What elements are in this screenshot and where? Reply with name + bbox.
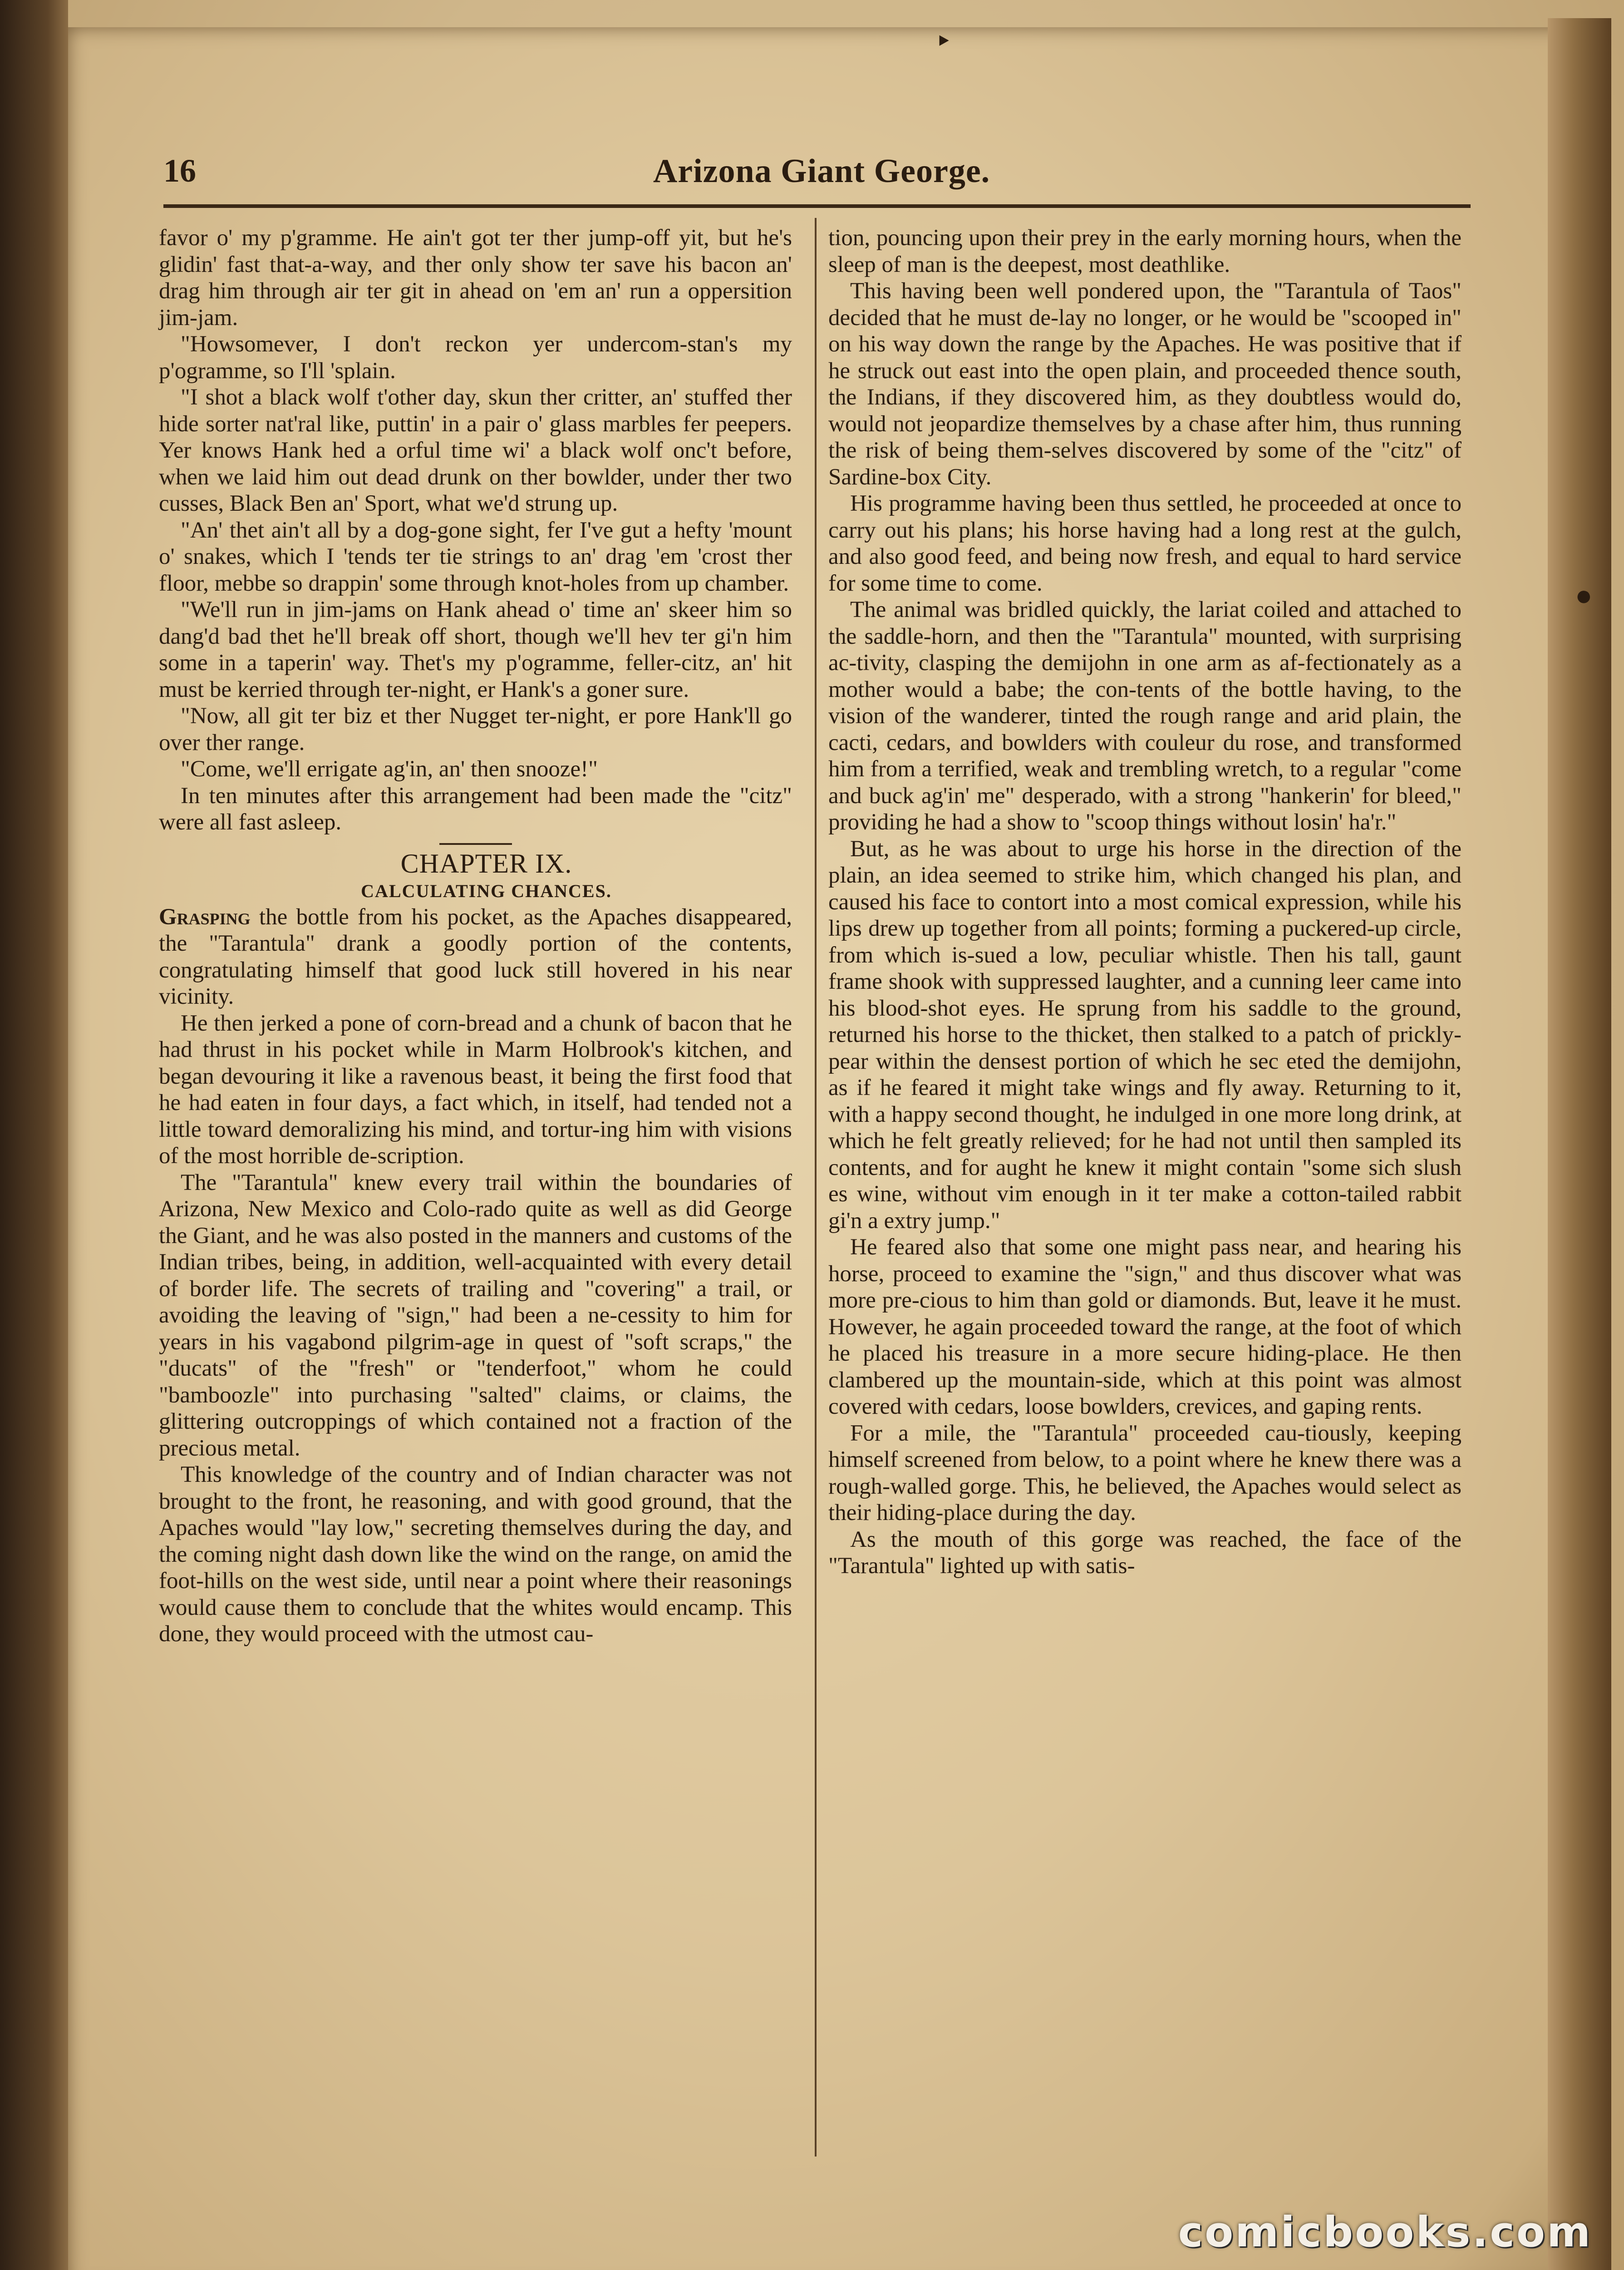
paragraph: For a mile, the "Tarantula" proceeded cau-tiously, keeping himself screened from below, to a point where he knew there was a rough-walled gorge. This, he believed, the Apaches would select as their hiding-place during the day. xyxy=(828,1420,1462,1525)
running-title: Arizona Giant George. xyxy=(653,153,990,190)
paragraph: "We'll run in jim-jams on Hank ahead o' time an' skeer him so dang'd bad thet he'll break off short, though we'll hev ter gi'n him some in a taperin' way. Thet's my p'ogramme, feller-citz, an' hit must be kerried through ter-night, er Hank's a goner sure. xyxy=(159,597,792,702)
binding-edge xyxy=(0,0,68,2270)
chapter-rule xyxy=(439,843,512,845)
paragraph: He then jerked a pone of corn-bread and a chunk of bacon that he had thrust in his pocket while in Marm Holbrook's kitchen, and began devouring it like a ravenous beast, it being the first food that he had eaten in four days, a fact which, in itself, had tended not a little toward demoralizing his mind, and tortur-ing him with visions of the most horrible de-scription. xyxy=(159,1010,792,1169)
right-column xyxy=(828,225,1462,1579)
paragraph: In ten minutes after this arrangement had been made the "citz" were all fast asleep. xyxy=(159,783,792,835)
paragraph: "Come, we'll errigate ag'in, an' then snooze!" xyxy=(181,756,598,782)
ink-speck: ‣ xyxy=(935,25,952,58)
chapter-opening-text: the bottle from his pocket, as the Apaches disappeared, the "Tarantula" drank a goodly portion of the contents, congratulating himself that good luck still hovered in his near vicinity. xyxy=(159,904,792,1009)
paragraph: The "Tarantula" knew every trail within the boundaries of Arizona, New Mexico and Colo-rado quite as well as did George the Giant, and he was also posted in the manners and customs of the Indian tribes, being, in addition, well-acquainted with every detail of border life. The secrets of trailing and "covering" a trail, or avoiding the leaving of "sign," had been a ne-cessity to him for years in his vagabond pilgrim-age in quest of "soft scraps," the "ducats" of the "fresh" or "tenderfoot," whom he could "bamboozle" into purchasing "salted" claims, or claims, the glittering outcroppings of which contained not a fraction of the precious metal. xyxy=(159,1170,792,1461)
page-edge xyxy=(1548,18,1611,2270)
paragraph: "Howsomever, I don't reckon yer undercom-stan's my p'ogramme, so I'll 'splain. xyxy=(159,331,792,384)
paragraph: The animal was bridled quickly, the lariat coiled and attached to the saddle-horn, and then the "Tarantula" mounted, with surprising ac-tivity, clasping the demijohn in one arm as af-fectionately as a mother would a babe; the con-tents of the bottle having, to the vision of the wanderer, tinted the rough range and arid plain, the cacti, cedars, and bowlders with couleur du rose, and transformed him from a terrified, weak and trembling wretch, to a regular "come and buck ag'in' me" desperado, with a strong "hankerin' for bleed," providing he had a show to "scoop things without losin' ha'r." xyxy=(828,597,1462,835)
page-header xyxy=(163,152,1480,202)
column-divider xyxy=(815,218,817,2156)
paragraph: This knowledge of the country and of Indian character was not brought to the front, he reasoning, and with good ground, that the Apaches would "lay low," secreting themselves during the day, and the coming night dash down like the wind on the range, on amid the foot-hills on the west side, until near a point where their reasonings would cause them to conclude that the whites would encamp. This done, they would proceed with the utmost cau- xyxy=(159,1462,792,1647)
paragraph-continuation: tion, pouncing upon their prey in the early morning hours, when the sleep of man is the deepest, most deathlike. xyxy=(828,225,1462,277)
paragraph: "I shot a black wolf t'other day, skun ther critter, an' stuffed ther hide sorter nat'ral like, puttin' in a pair o' glass marbles fer peepers. Yer knows Hank hed a orful time wi' a black wolf onc't before, when we laid him out dead drunk on ther bowlder, under ther two cusses, Black Ben an' Sport, what we'd strung up. xyxy=(159,385,792,516)
paragraph: He feared also that some one might pass near, and hearing his horse, proceed to examine the "sign," and thus discover what was more pre-cious to him than gold or diamonds. But, leave it he must. However, he again proceeded toward the range, at the foot of which he placed his treasure in a more secure hiding-place. He then clambered up the mountain-side, which at this point was almost covered with cedars, loose bowlders, crevices, and gaping rents. xyxy=(828,1234,1462,1419)
chapter-subtitle: CALCULATING CHANCES. xyxy=(361,880,612,901)
watermark-logo: comicbooks.com xyxy=(1178,2208,1592,2256)
chapter-title: CHAPTER IX. xyxy=(400,848,572,878)
paragraph: favor o' my p'gramme. He ain't got ter ther jump-off yit, but he's glidin' fast that-a-way, and ther only show ter save his bacon an' drag him through air ter git in ahead on 'em an' run a oppersition jim-jam. xyxy=(159,225,792,331)
chapter-lead-word: Grasping xyxy=(159,904,251,930)
paragraph: This having been well pondered upon, the "Tarantula of Taos" decided that he must de-lay no longer, or he would be "scooped in" on his way down the range by the Apaches. He was positive that if he struck out east into the open plain, and proceeded thence south, the Indians, if they discovered him, as they doubtless would do, would not jeopardize themselves by a chase after him, thus running the risk of being them-selves discovered by some of the "citz" of Sardine-box City. xyxy=(828,278,1462,490)
paragraph: "Now, all git ter biz et ther Nugget ter-night, er pore Hank'll go over ther range. xyxy=(159,703,792,755)
paragraph: His programme having been thus settled, he proceeded at once to carry out his plans; his horse having had a long rest at the gulch, and also good feed, and being now fresh, and equal to hard service for some time to come. xyxy=(828,491,1462,596)
header-rule xyxy=(163,204,1471,208)
paragraph: As the mouth of this gorge was reached, the face of the "Tarantula" lighted up with satis- xyxy=(828,1526,1462,1579)
ink-speck: ● xyxy=(1575,579,1593,612)
paragraph: But, as he was about to urge his horse in the direction of the plain, an idea seemed to strike him, which changed his plan, and caused his face to contort into a most comical expression, while his lips drew up together from all points; forming a puckered-up circle, from which is-sued a low, peculiar whistle. Then his tall, gaunt frame shook with suppressed laughter, and a cunning leer came into his blood-shot eyes. He sprung from his saddle to the ground, returned his horse to the thicket, then stalked to a patch of prickly-pear within the densest portion of which he sec eted the demijohn, as if he feared it might take wings and fly away. Returning to it, with a happy second thought, he indulged in one more long drink, at which he felt greatly relieved; for he had not until then sampled its contents, and for aught he knew it might contain "some sich slush es wine, without vim enough in it ter make a cotton-tailed rabbit gi'n a extry jump." xyxy=(828,836,1462,1234)
page-number: 16 xyxy=(163,153,196,189)
chapter-opening-paragraph xyxy=(159,904,792,1010)
paragraph: "An' thet ain't all by a dog-gone sight, fer I've gut a hefty 'mount o' snakes, which I 'tends ter tie strings to an' drag 'em 'crost ther floor, mebbe so drappin' some through knot-holes from up chamber. xyxy=(159,517,792,596)
left-column xyxy=(159,225,792,1648)
